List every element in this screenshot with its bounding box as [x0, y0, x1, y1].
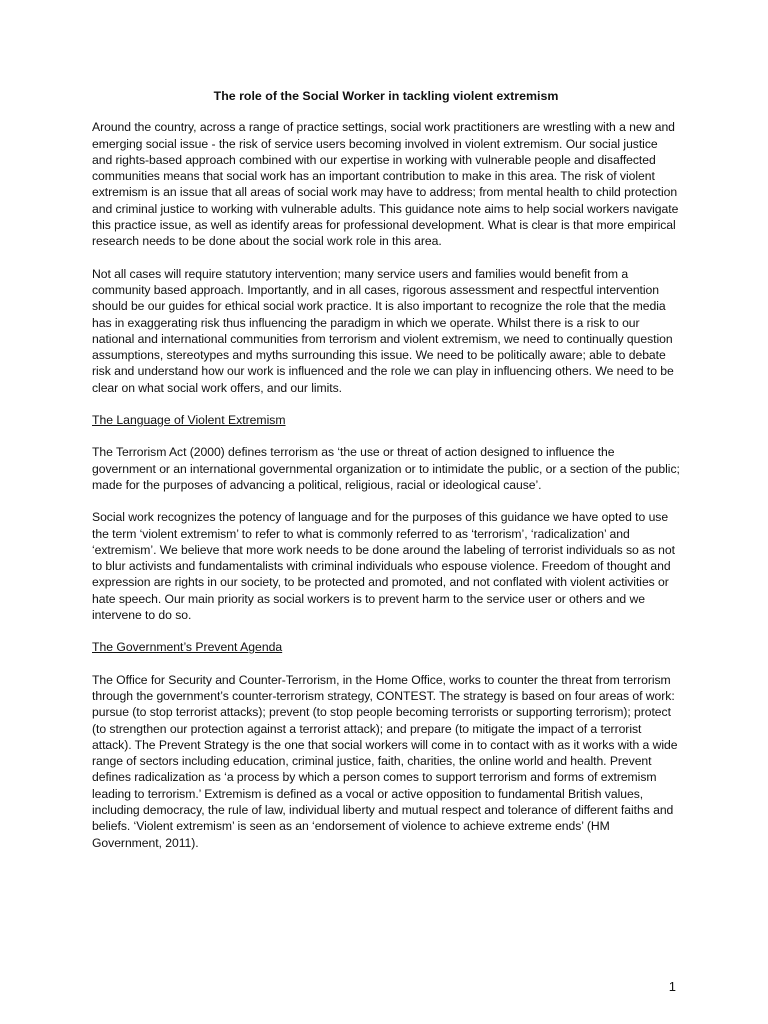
intro-paragraph: Around the country, across a range of practice settings, social work practitioners are wrestling with a new and emerging social issue - the risk of service users becoming involved in violent extremism. Our social justice and rights-based approach combined with our expertise in working with vulnerable people and disaffected communities means that social work has an important contribution to make in this area. The risk of violent extremism is an issue that all areas of social work may have to address; from mental health to child protection and criminal justice to working with vulnerable adults. This guidance note aims to help social workers navigate this practice issue, as well as identify areas for professional development. What is clear is that more empirical research needs to be done about the social work role in this area.: [92, 120, 679, 249]
terrorism-act-paragraph: The Terrorism Act (2000) defines terrorism as ‘the use or threat of action designed to influence the government or an international governmental organization or to intimidate the public, or a section of the public; made for the purposes of advancing a political, religious, racial or ideological cause’.: [92, 445, 680, 492]
page-number: 1: [668, 979, 676, 994]
document-page: [92, 88, 680, 867]
language-section-heading: The Language of Violent Extremism: [92, 413, 286, 428]
statutory-paragraph: Not all cases will require statutory intervention; many service users and families would benefit from a community based approach. Importantly, and in all cases, rigorous assessment and respectful intervention should be our guides for ethical social work practice. It is also important to recognize the role that the media has in exaggerating risk thus influencing the paradigm in which we operate. Whilst there is a risk to our national and international communities from terrorism and violent extremism, we need to continually question assumptions, stereotypes and myths surrounding this issue. We need to be politically aware; able to debate risk and understand how our work is influenced and the role we can play in influencing others. We need to be clear on what social work offers, and our limits.: [92, 266, 674, 395]
language-paragraph: Social work recognizes the potency of language and for the purposes of this guidance we have opted to use the term ‘violent extremism’ to refer to what is commonly referred to as ‘terrorism’, ‘radicalization’ and ‘extremism’. We believe that more work needs to be done around the labeling of terrorist individuals so as not to blur activists and fundamentalists with criminal individuals who espouse violence. Freedom of thought and expression are rights in our society, to be protected and promoted, and not conflated with violent activities or hate speech. Our main priority as social workers is to prevent harm to the service user or others and we intervene to do so.: [92, 510, 675, 623]
prevent-section-heading: The Government’s Prevent Agenda: [92, 640, 283, 655]
prevent-paragraph: The Office for Security and Counter-Terrorism, in the Home Office, works to counter the threat from terrorism through the government’s counter-terrorism strategy, CONTEST. The strategy is based on four areas of work: pursue (to stop terrorist attacks); prevent (to stop people becoming terrorists or supporting terrorism); protect (to strengthen our protection against a terrorist attack); and prepare (to mitigate the impact of a terrorist attack). The Prevent Strategy is the one that social workers will come in to contact with as it works with a wide range of sectors including education, criminal justice, faith, charities, the online world and health. Prevent defines radicalization as ‘a process by which a person comes to support terrorism and forms of extremism leading to terrorism.’ Extremism is defined as a vocal or active opposition to fundamental British values, including democracy, the rule of law, individual liberty and mutual respect and tolerance of different faiths and beliefs. ‘Violent extremism’ is seen as an ‘endorsement of violence to achieve extreme ends’ (HM Government, 2011).: [92, 672, 678, 850]
document-title: The role of the Social Worker in tackling violent extremism: [213, 89, 559, 103]
